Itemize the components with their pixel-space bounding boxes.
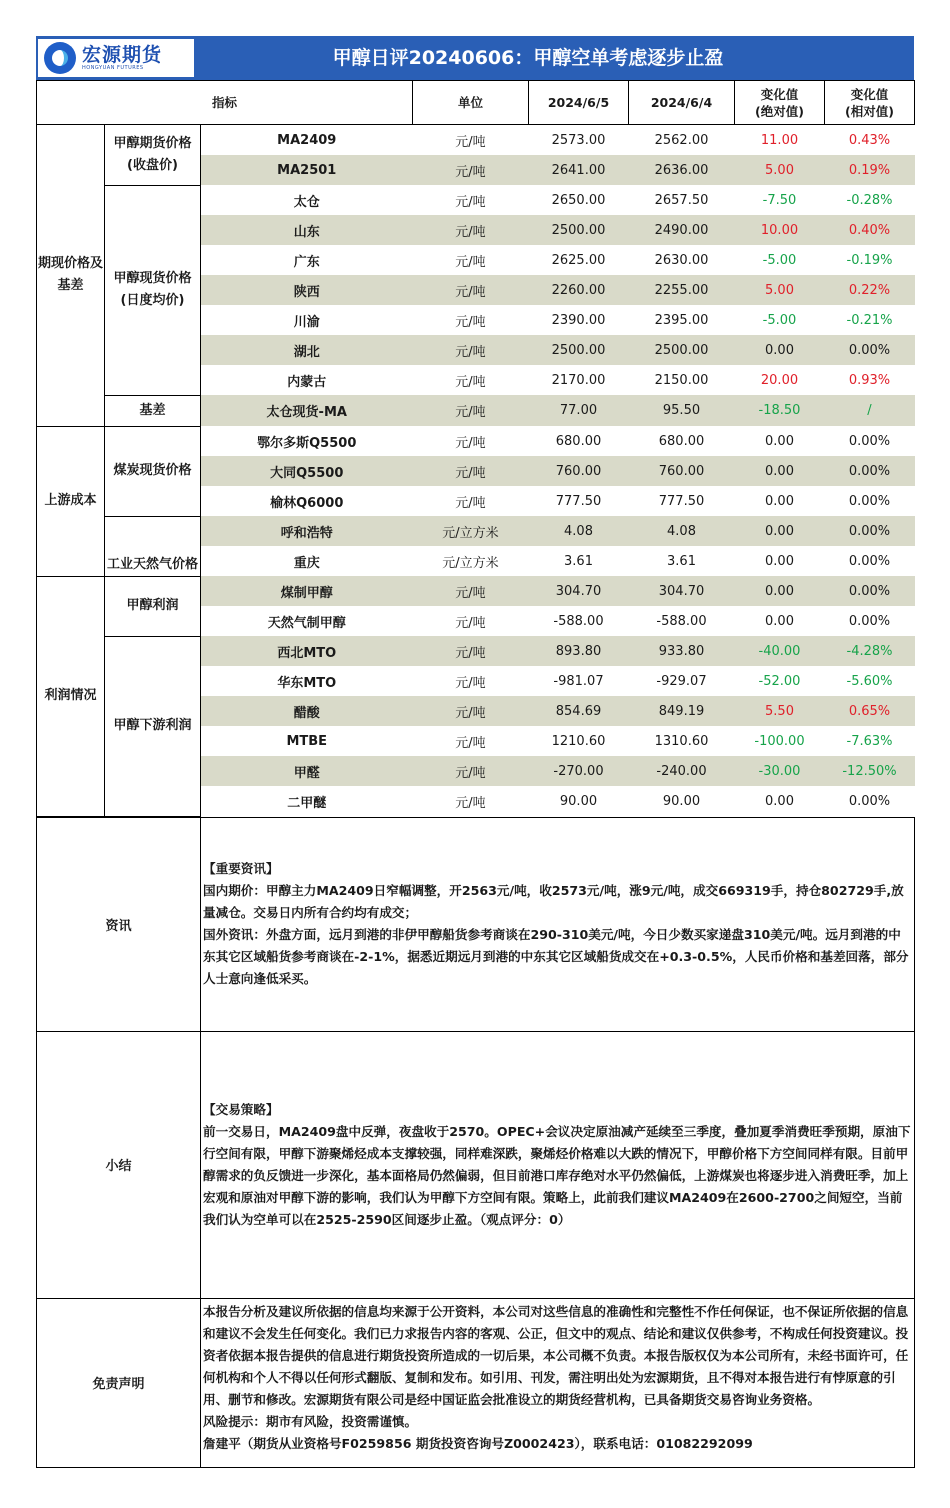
table-row bbox=[37, 576, 915, 606]
row-name: 重庆 bbox=[293, 555, 320, 571]
row-value-date1: 2500.00 bbox=[529, 215, 629, 245]
row-value-date1: 2500.00 bbox=[529, 335, 629, 365]
row-name: 呼和浩特 bbox=[201, 516, 413, 546]
subgroup-futures-price: 甲醇期货价格(收盘价) bbox=[105, 125, 201, 186]
row-change-abs: 0.00 bbox=[735, 576, 825, 606]
row-value-date2: 1310.60 bbox=[654, 733, 709, 749]
row-unit: 元/吨 bbox=[413, 756, 529, 786]
col-date2: 2024/6/4 bbox=[629, 81, 735, 125]
row-change-rel: -0.28% bbox=[846, 192, 893, 208]
data-table bbox=[36, 80, 915, 817]
row-value-date2: 95.50 bbox=[629, 395, 735, 426]
row-name: 华东MTO bbox=[277, 675, 337, 691]
row-change-rel: -12.50% bbox=[825, 756, 915, 786]
col-indicator: 指标 bbox=[37, 81, 413, 125]
report-title: 甲醇日评20240606：甲醇空单考虑逐步止盈 bbox=[332, 47, 724, 69]
subgroup-coal-price: 煤炭现货价格 bbox=[105, 426, 201, 516]
subgroup-spot-price: 甲醇现货价格(日度均价) bbox=[105, 185, 201, 395]
row-value-date2: 760.00 bbox=[629, 456, 735, 486]
row-change-rel: 0.00% bbox=[825, 456, 915, 486]
disclaimer-label: 免责声明 bbox=[37, 1298, 201, 1467]
row-unit: 元/吨 bbox=[455, 254, 486, 270]
row-name: 榆林Q6000 bbox=[270, 495, 344, 511]
row-value-date1: 2260.00 bbox=[529, 275, 629, 305]
row-change-rel: 0.00% bbox=[825, 335, 915, 365]
row-value-date1: 2650.00 bbox=[551, 192, 606, 208]
row-value-date2: -929.07 bbox=[656, 673, 707, 689]
row-name: 太仓 bbox=[293, 194, 320, 210]
table-row bbox=[37, 185, 915, 215]
table-body bbox=[37, 125, 915, 817]
row-name: 陕西 bbox=[201, 275, 413, 305]
subgroup-basis: 基差 bbox=[105, 395, 201, 426]
table-row bbox=[37, 636, 915, 666]
summary-body: 前一交易日，MA2409盘中反弹，夜盘收于2570。OPEC+会议决定原油减产延续至三季度，叠加夏季消费旺季预期，原油下行空间有限，甲醇下游聚烯烃成本支撑较强，同样难深跌，聚烯烃价格难以大跌的情况下，甲醇价格下方空间同样有限。目前甲醇需求的负反馈进一步深化，基本面格局仍然偏弱，但目前港口库存绝对水平仍然偏低，上游煤炭也将逐步进入消费旺季，加上宏观和原油对甲醇下游的影响，我们认为甲醇下方空间有限。策略上，此前我们建议MA2409在2600-2700之间短空，当前我们认为空单可以在2525-2590区间逐步止盈。（观点评分：0） bbox=[203, 1123, 911, 1227]
row-value-date1: 1210.60 bbox=[551, 733, 606, 749]
row-unit: 元/吨 bbox=[413, 696, 529, 726]
table-row bbox=[37, 125, 915, 156]
row-value-date2: 2500.00 bbox=[629, 335, 735, 365]
col-chg-rel: 变化值 (相对值) bbox=[825, 81, 915, 125]
row-change-abs: 5.00 bbox=[735, 155, 825, 185]
row-name: 二甲醚 bbox=[287, 795, 327, 811]
row-change-rel: -5.60% bbox=[846, 673, 893, 689]
row-change-rel: -0.21% bbox=[846, 312, 893, 328]
table-row bbox=[37, 426, 915, 456]
row-unit: 元/吨 bbox=[455, 795, 486, 811]
row-value-date2: 2395.00 bbox=[654, 312, 709, 328]
row-value-date2: 90.00 bbox=[662, 793, 701, 809]
row-value-date2: 2562.00 bbox=[654, 132, 709, 148]
row-change-abs: 11.00 bbox=[760, 132, 799, 148]
row-unit: 元/吨 bbox=[455, 735, 486, 751]
row-change-rel: 0.00% bbox=[825, 576, 915, 606]
row-value-date1: 2625.00 bbox=[551, 252, 606, 268]
row-unit: 元/吨 bbox=[413, 395, 529, 426]
row-change-rel: 0.00% bbox=[848, 493, 891, 509]
news-heading: 【重要资讯】 bbox=[203, 861, 279, 876]
row-change-rel: -0.19% bbox=[846, 252, 893, 268]
row-value-date2: 4.08 bbox=[629, 516, 735, 546]
news-text bbox=[201, 817, 915, 1031]
row-change-abs: -18.50 bbox=[735, 395, 825, 426]
report bbox=[36, 36, 914, 1468]
row-name: 甲醛 bbox=[201, 756, 413, 786]
row-unit: 元/吨 bbox=[413, 155, 529, 185]
col-date1: 2024/6/5 bbox=[529, 81, 629, 125]
row-value-date2: 304.70 bbox=[629, 576, 735, 606]
row-change-abs: -5.00 bbox=[762, 312, 797, 328]
row-change-abs: 20.00 bbox=[760, 372, 799, 388]
row-value-date1: 2573.00 bbox=[551, 132, 606, 148]
row-name: 西北MTO bbox=[201, 636, 413, 666]
row-value-date1: 760.00 bbox=[529, 456, 629, 486]
row-change-abs: 10.00 bbox=[735, 215, 825, 245]
row-unit: 元/立方米 bbox=[442, 555, 499, 571]
row-name: MA2501 bbox=[201, 155, 413, 185]
row-name: 湖北 bbox=[201, 335, 413, 365]
row-value-date1: 4.08 bbox=[529, 516, 629, 546]
row-value-date1: 77.00 bbox=[529, 395, 629, 426]
row-change-abs: -40.00 bbox=[735, 636, 825, 666]
row-value-date2: -240.00 bbox=[629, 756, 735, 786]
row-change-rel: 0.00% bbox=[848, 433, 891, 449]
row-name: 天然气制甲醇 bbox=[267, 615, 346, 631]
row-name: 醋酸 bbox=[201, 696, 413, 726]
row-value-date2: 777.50 bbox=[658, 493, 705, 509]
row-change-rel: -7.63% bbox=[846, 733, 893, 749]
text-sections bbox=[36, 817, 915, 1468]
company-logo bbox=[38, 39, 194, 77]
summary-label: 小结 bbox=[37, 1031, 201, 1298]
row-name: 鄂尔多斯Q5500 bbox=[257, 435, 357, 451]
summary-section bbox=[37, 1031, 915, 1298]
row-change-rel: 0.19% bbox=[825, 155, 915, 185]
row-change-rel: -4.28% bbox=[825, 636, 915, 666]
news-label: 资讯 bbox=[37, 817, 201, 1031]
table-row bbox=[37, 395, 915, 426]
group-cell-upstream-cost: 上游成本 bbox=[37, 426, 105, 576]
row-value-date1: 2170.00 bbox=[551, 372, 606, 388]
row-unit: 元/吨 bbox=[413, 636, 529, 666]
row-value-date1: 893.80 bbox=[529, 636, 629, 666]
row-value-date2: 2490.00 bbox=[629, 215, 735, 245]
row-name: MTBE bbox=[286, 733, 328, 749]
row-value-date2: 933.80 bbox=[629, 636, 735, 666]
row-change-abs: -5.00 bbox=[762, 252, 797, 268]
col-unit: 单位 bbox=[413, 81, 529, 125]
row-value-date2: 849.19 bbox=[629, 696, 735, 726]
row-value-date2: 3.61 bbox=[667, 553, 696, 569]
row-change-rel: / bbox=[825, 395, 915, 426]
row-change-rel: 0.43% bbox=[848, 132, 891, 148]
row-unit: 元/立方米 bbox=[413, 516, 529, 546]
row-value-date2: 2630.00 bbox=[654, 252, 709, 268]
subgroup-downstream-profit: 甲醇下游利润 bbox=[105, 636, 201, 816]
disclaimer-text bbox=[201, 1298, 915, 1467]
logo-name: 宏源期货 bbox=[82, 44, 163, 66]
disclaimer-body: 本报告分析及建议所依据的信息均来源于公开资料，本公司对这些信息的准确性和完整性不作任何保证，也不保证所依据的信息和建议不会发生任何变化。我们已力求报告内容的客观、公正，但文中的观点、结论和建议仅供参考，不构成任何投资建议。投资者依据本报告提供的信息进行期货投资所造成的一切后果，本公司概不负责。本报告版权仅为本公司所有，未经书面许可，任何机构和个人不得以任何形式翻版、复制和发布。如引用、刊发，需注明出处为宏源期货，且不得对本报告进行有悖原意的引用、删节和修改。宏源期货有限公司是经中国证监会批准设立的期货经营机构，已具备期货交易咨询业务资格。 bbox=[203, 1303, 909, 1407]
subgroup-methanol-profit: 甲醇利润 bbox=[105, 576, 201, 636]
analyst-contact: 詹建平（期货从业资格号F0259856 期货投资咨询号Z0002423），联系电话：01082292099 bbox=[203, 1435, 753, 1451]
row-name: 煤制甲醇 bbox=[201, 576, 413, 606]
group-cell-profit: 利润情况 bbox=[37, 576, 105, 816]
row-name: 太仓现货-MA bbox=[201, 395, 413, 426]
disclaimer-section bbox=[37, 1298, 915, 1467]
row-value-date1: -588.00 bbox=[553, 613, 604, 629]
row-unit: 元/吨 bbox=[413, 456, 529, 486]
row-change-abs: -100.00 bbox=[754, 733, 805, 749]
row-value-date1: 90.00 bbox=[559, 793, 598, 809]
row-change-abs: 5.50 bbox=[735, 696, 825, 726]
row-change-rel: 0.00% bbox=[848, 613, 891, 629]
row-value-date1: 2641.00 bbox=[529, 155, 629, 185]
row-value-date1: 304.70 bbox=[529, 576, 629, 606]
row-value-date1: 2390.00 bbox=[551, 312, 606, 328]
row-change-rel: 0.93% bbox=[848, 372, 891, 388]
report-header bbox=[36, 36, 914, 80]
summary-text bbox=[201, 1031, 915, 1298]
summary-heading: 【交易策略】 bbox=[203, 1101, 279, 1117]
row-name: MA2409 bbox=[277, 132, 337, 148]
row-change-abs: 0.00 bbox=[735, 516, 825, 546]
row-change-abs: 0.00 bbox=[735, 456, 825, 486]
row-unit: 元/吨 bbox=[455, 435, 486, 451]
row-value-date1: 680.00 bbox=[555, 433, 602, 449]
row-value-date2: -588.00 bbox=[656, 613, 707, 629]
row-change-abs: 5.00 bbox=[735, 275, 825, 305]
risk-warning: 风险提示：期市有风险，投资需谨慎。 bbox=[203, 1413, 418, 1429]
row-change-abs: 0.00 bbox=[765, 793, 794, 809]
row-name: 川渝 bbox=[293, 314, 320, 330]
row-change-abs: 0.00 bbox=[765, 613, 794, 629]
row-value-date2: 2150.00 bbox=[654, 372, 709, 388]
table-header bbox=[37, 81, 915, 125]
row-unit: 元/吨 bbox=[413, 576, 529, 606]
row-change-abs: 0.00 bbox=[765, 493, 794, 509]
row-change-abs: -30.00 bbox=[735, 756, 825, 786]
row-change-abs: 0.00 bbox=[765, 553, 794, 569]
row-value-date1: 777.50 bbox=[555, 493, 602, 509]
row-unit: 元/吨 bbox=[455, 314, 486, 330]
row-unit: 元/吨 bbox=[413, 275, 529, 305]
row-unit: 元/吨 bbox=[413, 215, 529, 245]
row-change-abs: -7.50 bbox=[762, 192, 797, 208]
group-cell-price-basis: 期现价格及基差 bbox=[37, 125, 105, 427]
row-change-rel: 0.00% bbox=[848, 553, 891, 569]
table-row bbox=[37, 516, 915, 546]
subgroup-gas-price: 工业天然气价格 bbox=[105, 516, 201, 576]
row-value-date1: -981.07 bbox=[553, 673, 604, 689]
row-unit: 元/吨 bbox=[455, 495, 486, 511]
row-value-date2: 2657.50 bbox=[654, 192, 709, 208]
row-change-abs: -52.00 bbox=[758, 673, 801, 689]
news-section bbox=[37, 817, 915, 1031]
row-name: 山东 bbox=[201, 215, 413, 245]
row-change-rel: 0.40% bbox=[825, 215, 915, 245]
row-value-date1: 854.69 bbox=[529, 696, 629, 726]
row-value-date1: 3.61 bbox=[564, 553, 593, 569]
row-value-date2: 680.00 bbox=[658, 433, 705, 449]
row-change-rel: 0.22% bbox=[825, 275, 915, 305]
col-chg-abs: 变化值 (绝对值) bbox=[735, 81, 825, 125]
row-unit: 元/吨 bbox=[455, 374, 486, 390]
news-foreign: 国外资讯：外盘方面，远月到港的非伊甲醇船货参考商谈在290-310美元/吨，今日少数买家递盘310美元/吨。远月到港的中东其它区域船货参考商谈在-2-1%，据悉近期远月到港的中东其它区域船货成交在+0.3-0.5%，人民币价格和基差回落，部分人士意向逢低采买。 bbox=[203, 927, 909, 986]
row-unit: 元/吨 bbox=[455, 615, 486, 631]
row-change-abs: 0.00 bbox=[735, 335, 825, 365]
row-change-abs: 0.00 bbox=[765, 433, 794, 449]
row-name: 内蒙古 bbox=[287, 374, 327, 390]
news-domestic: 国内期价：甲醇主力MA2409日窄幅调整，开2563元/吨，收2573元/吨，涨9元/吨，成交669319手，持仓802729手,放量减仓。交易日内所有合约均有成交； bbox=[203, 883, 904, 920]
row-name: 广东 bbox=[293, 254, 320, 270]
row-name: 大同Q5500 bbox=[201, 456, 413, 486]
row-value-date2: 2255.00 bbox=[629, 275, 735, 305]
row-change-rel: 0.00% bbox=[825, 516, 915, 546]
logo-icon bbox=[44, 42, 76, 74]
logo-english: HONGYUAN FUTURES bbox=[82, 65, 144, 71]
row-value-date1: -270.00 bbox=[529, 756, 629, 786]
row-value-date2: 2636.00 bbox=[629, 155, 735, 185]
row-unit: 元/吨 bbox=[413, 335, 529, 365]
row-change-rel: 0.00% bbox=[848, 793, 891, 809]
row-change-rel: 0.65% bbox=[825, 696, 915, 726]
row-unit: 元/吨 bbox=[455, 675, 486, 691]
row-unit: 元/吨 bbox=[455, 134, 486, 150]
row-unit: 元/吨 bbox=[455, 194, 486, 210]
